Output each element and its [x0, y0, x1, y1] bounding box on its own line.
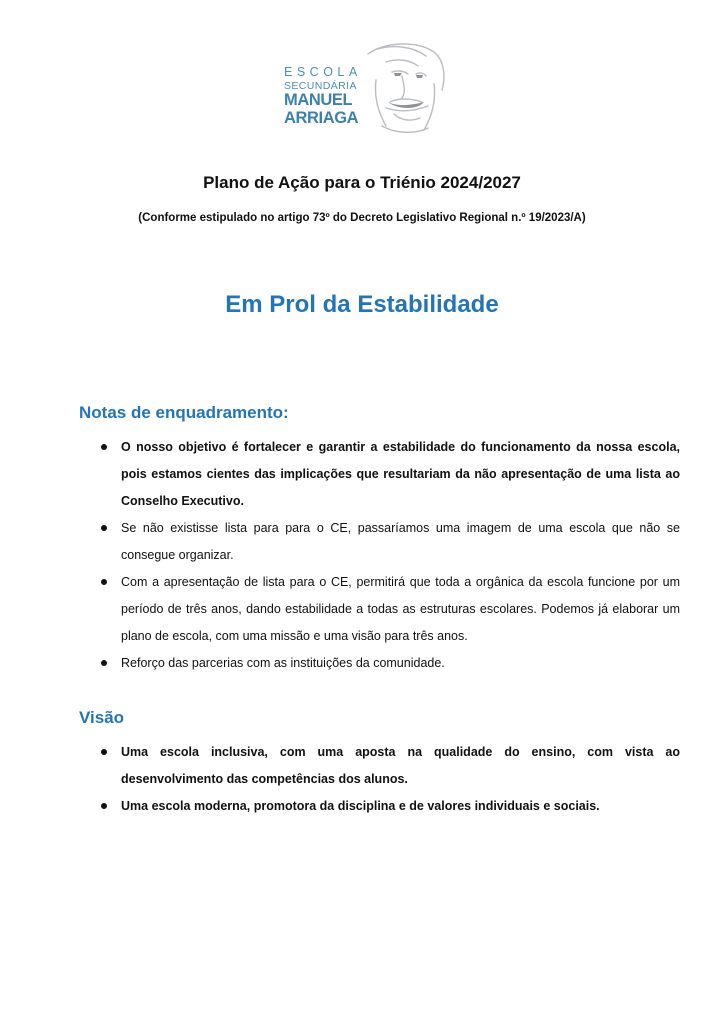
- logo-line-secundaria: SECUNDÁRIA: [284, 79, 357, 92]
- list-item-text: Reforço das parcerias com as instituições da comunidade.: [121, 656, 445, 670]
- list-item: [121, 793, 680, 820]
- section-heading-notas: Notas de enquadramento:: [79, 403, 289, 422]
- list-item-text: Se não existisse lista para para o CE, passaríamos uma imagem de uma escola que não se consegue organizar.: [121, 521, 680, 562]
- notas-list: [121, 434, 680, 677]
- list-item-text: O nosso objetivo é fortalecer e garantir a estabilidade do funcionamento da nossa escola, pois estamos cientes das implicações que resultariam da não apresentação de uma lista ao Conselho Executivo.: [121, 440, 680, 508]
- bullet-icon: [101, 525, 107, 531]
- list-item: [121, 515, 680, 569]
- logo-line-manuel: MANUEL: [284, 91, 353, 109]
- list-item: [121, 650, 680, 677]
- bullet-icon: [101, 444, 107, 450]
- logo-text: [284, 66, 362, 126]
- document-title: Plano de Ação para o Triénio 2024/2027: [203, 173, 521, 192]
- document-subtitle: (Conforme estipulado no artigo 73º do Decreto Legislativo Regional n.º 19/2023/A): [138, 212, 586, 224]
- list-item-text: Uma escola moderna, promotora da disciplina e de valores individuais e sociais.: [121, 799, 600, 813]
- list-item: [121, 739, 680, 793]
- school-logo: [278, 40, 448, 136]
- logo-line-arriaga: ARRIAGA: [284, 108, 359, 127]
- bullet-icon: [101, 660, 107, 666]
- bullet-icon: [101, 749, 107, 755]
- section-heading-visao: Visão: [79, 708, 125, 727]
- visao-list: [121, 739, 680, 820]
- list-item: [121, 569, 680, 650]
- list-item: [121, 434, 680, 515]
- motto-heading: Em Prol da Estabilidade: [225, 291, 499, 318]
- list-item-text: Com a apresentação de lista para o CE, permitirá que toda a orgânica da escola funcione por um período de três anos, dando estabilidade a todas as estruturas escolares. Podemos já elaborar um plano de escola, com uma missão e uma visão para três anos.: [121, 575, 680, 643]
- bullet-icon: [101, 803, 107, 809]
- logo-line-escola: ESCOLA: [284, 65, 362, 79]
- list-item-text: Uma escola inclusiva, com uma aposta na qualidade do ensino, com vista ao desenvolvimento das competências dos alunos.: [121, 745, 680, 786]
- bullet-icon: [101, 579, 107, 585]
